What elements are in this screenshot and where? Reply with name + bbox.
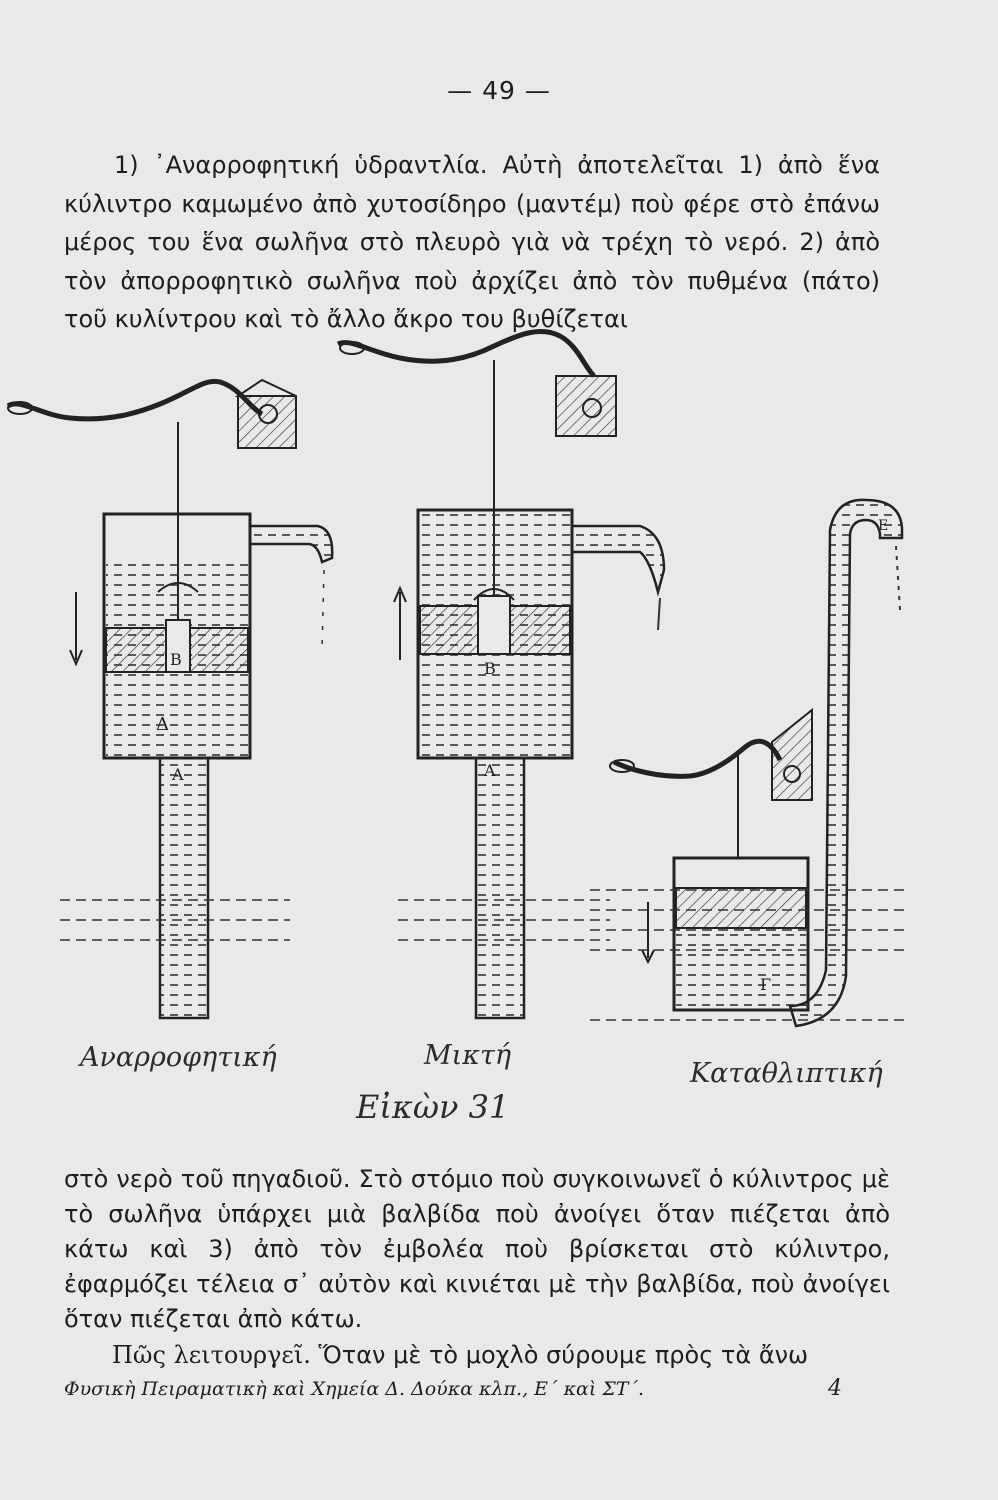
paragraph-how <box>112 1338 890 1373</box>
pump1-piston-label: Β <box>170 650 182 669</box>
how-text: Ὅταν μὲ τὸ μοχλὸ σύρουμε πρὸς τὰ ἄνω <box>310 1341 809 1369</box>
pump3-handle <box>614 741 780 776</box>
pump3-piston <box>676 888 806 928</box>
pump2-spout <box>572 526 664 592</box>
paragraph-top-text: 1) ᾿Αναρροφητική ὑδραντλία. Αὐτὴ ἀποτελεῖται 1) ἀπὸ ἕνα κύλιντρο καμωμένο ἀπὸ χυτοσίδηρο (μαντέμ) ποὺ φέρε στὸ ἐπάνω μέρος του ἕνα σωλῆνα στὸ πλευρὸ γιὰ νὰ τρέχη τὸ νερό. 2) ἀπὸ τὸν ἀπορροφητικὸ σωλῆνα ποὺ ἀρχίζει ἀπὸ τὸν πυθμένα (πάτο) τοῦ κυλίντρου καὶ τὸ ἄλλο ἄκρο του βυθίζεται <box>64 151 880 333</box>
pump2-bracket <box>556 376 616 436</box>
mixed-pump-drawing <box>338 331 664 1018</box>
paragraph-bottom: στὸ νερὸ τοῦ πηγαδιοῦ. Στὸ στόμιο ποὺ συγκοινωνεῖ ὁ κύλιντρος μὲ τὸ σωλῆνα ὑπάρχει μιὰ βαλβίδα ποὺ ἀνοίγει ὅταν πιέζεται ἀπὸ κάτω καὶ 3) ἀπὸ τὸν ἐμβολέα ποὺ βρίσκεται στὸ κύλιντρο, ἐφαρμόζει τέλεια σ᾿ αὐτὸν καὶ κινιέται μὲ τὴν βαλβίδα, ποὺ ἀνοίγει ὅταν πιέζεται ἀπὸ κάτω. <box>64 1165 890 1333</box>
footer-page-number: 4 <box>828 1376 842 1401</box>
pump3-spout-label: Ε <box>878 518 889 534</box>
pump1-chamber-label: Δ <box>156 714 169 735</box>
pump3-pipe-label: Γ <box>760 975 772 994</box>
force-pump-drawing <box>590 500 906 1026</box>
pump1-spout <box>250 526 332 562</box>
caption-mixed: Μικτή <box>424 1040 512 1071</box>
pump1-handle <box>8 381 262 419</box>
pump2-valve-label: Α <box>484 761 496 780</box>
pump2-piston-label: Β <box>484 659 496 678</box>
pump1-valve-label: Α <box>172 765 184 784</box>
figure-label: Εἰκὼν 31 <box>356 1088 510 1126</box>
how-label: Πῶς λειτουργεῖ. <box>112 1341 311 1369</box>
page-number: — 49 — <box>447 76 551 105</box>
pump2-handle <box>338 331 594 376</box>
caption-force: Καταθλιπτική <box>690 1058 883 1089</box>
pump1-pipe <box>160 758 208 1018</box>
pump2-pipe <box>476 758 524 1018</box>
suction-pump-drawing <box>8 380 332 1018</box>
paragraph-top <box>64 146 880 339</box>
pump3-bracket <box>772 710 812 800</box>
caption-suction: Αναρροφητική <box>80 1042 277 1073</box>
pump-figure <box>0 330 998 994</box>
footer-title: Φυσικὴ Πειραματικὴ καὶ Χημεία Δ. Δούκα κλπ., Ε΄ καὶ ΣΤ΄. <box>64 1378 645 1400</box>
